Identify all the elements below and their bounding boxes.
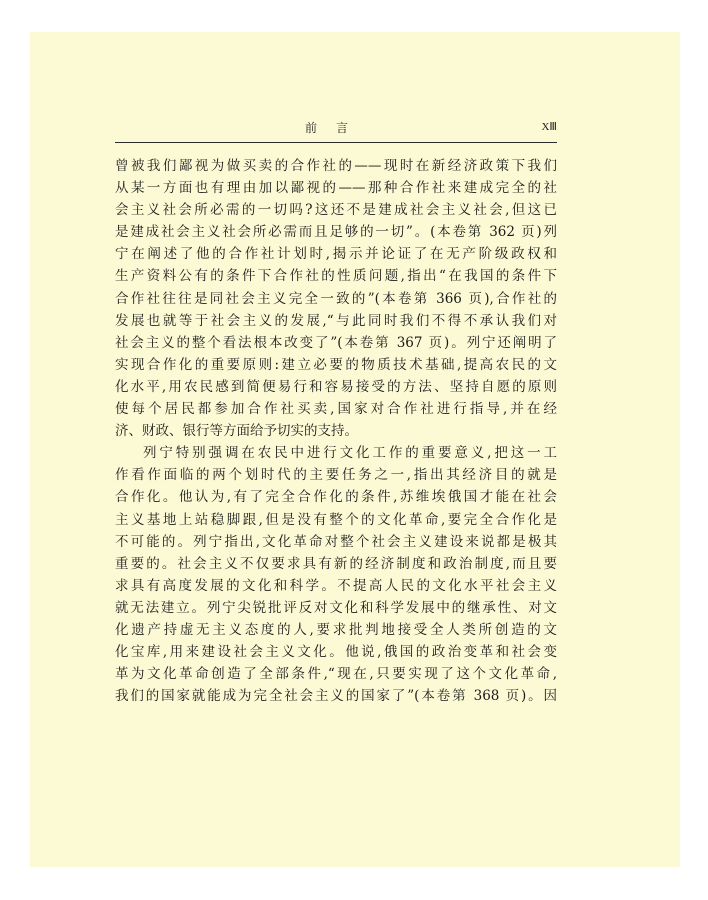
text-line: 是建成社会主义社会所必需而且足够的一切”。(本卷第 362 页)列 — [115, 224, 557, 241]
header-title: 前言 — [305, 121, 368, 135]
text-line: 合作化。他认为,有了完全合作化的条件,苏维埃俄国才能在社会 — [115, 489, 557, 506]
text-line: 发展也就等于社会主义的发展,“与此同时我们不得不承认我们对 — [115, 312, 557, 329]
text-line: 从某一方面也有理由加以鄙视的——那种合作社来建成完全的社 — [115, 180, 557, 197]
text-line: 合作社往往是同社会主义完全一致的”(本卷第 366 页),合作社的 — [115, 290, 557, 307]
text-line: 不可能的。列宁指出,文化革命对整个社会主义建设来说都是极其 — [115, 533, 557, 550]
text-line: 求具有高度发展的文化和科学。不提高人民的文化水平社会主义 — [115, 577, 557, 594]
text-line: 化水平,用农民感到简便易行和容易接受的方法、坚持自愿的原则 — [115, 378, 557, 395]
text-line: 我们的国家就能成为完全社会主义的国家了”(本卷第 368 页)。因 — [115, 688, 557, 705]
text-line: 化宝库,用来建设社会主义文化。他说,俄国的政治变革和社会变 — [115, 644, 557, 661]
text-line: 实现合作化的重要原则:建立必要的物质技术基础,提高农民的文 — [115, 356, 557, 373]
text-line: 曾被我们鄙视为做买卖的合作社的——现时在新经济政策下我们 — [115, 158, 557, 174]
text-line: 使每个居民都参加合作社买卖,国家对合作社进行指导,并在经 — [115, 401, 557, 418]
page-number: XⅢ — [541, 121, 557, 133]
text-line: 就无法建立。列宁尖锐批评反对文化和科学发展中的继承性、对文 — [115, 599, 557, 616]
running-header — [115, 118, 557, 143]
body-text — [115, 155, 557, 707]
text-line: 重要的。社会主义不仅要求具有新的经济制度和政治制度,而且要 — [115, 555, 557, 572]
text-line: 革为文化革命创造了全部条件,“现在,只要实现了这个文化革命, — [115, 666, 557, 683]
paragraph-last-line: 济、财政、银行等方面给予切实的支持。 — [115, 423, 358, 440]
text-line: 作看作面临的两个划时代的主要任务之一,指出其经济目的就是 — [115, 467, 557, 484]
text-line: 会主义社会所必需的一切吗?这还不是建成社会主义社会,但这已 — [115, 202, 557, 219]
text-line: 生产资料公有的条件下合作社的性质问题,指出“在我国的条件下 — [115, 268, 557, 285]
text-line: 宁在阐述了他的合作社计划时,揭示并论证了在无产阶级政权和 — [115, 246, 557, 263]
text-line: 主义基地上站稳脚跟,但是没有整个的文化革命,要完全合作化是 — [115, 511, 557, 528]
paragraph-first-line: 列宁特别强调在农民中进行文化工作的重要意义,把这一工 — [143, 445, 557, 462]
text-line: 社会主义的整个看法根本改变了”(本卷第 367 页)。列宁还阐明了 — [115, 334, 557, 351]
text-line: 化遗产持虚无主义态度的人,要求批判地接受全人类所创造的文 — [115, 621, 557, 638]
